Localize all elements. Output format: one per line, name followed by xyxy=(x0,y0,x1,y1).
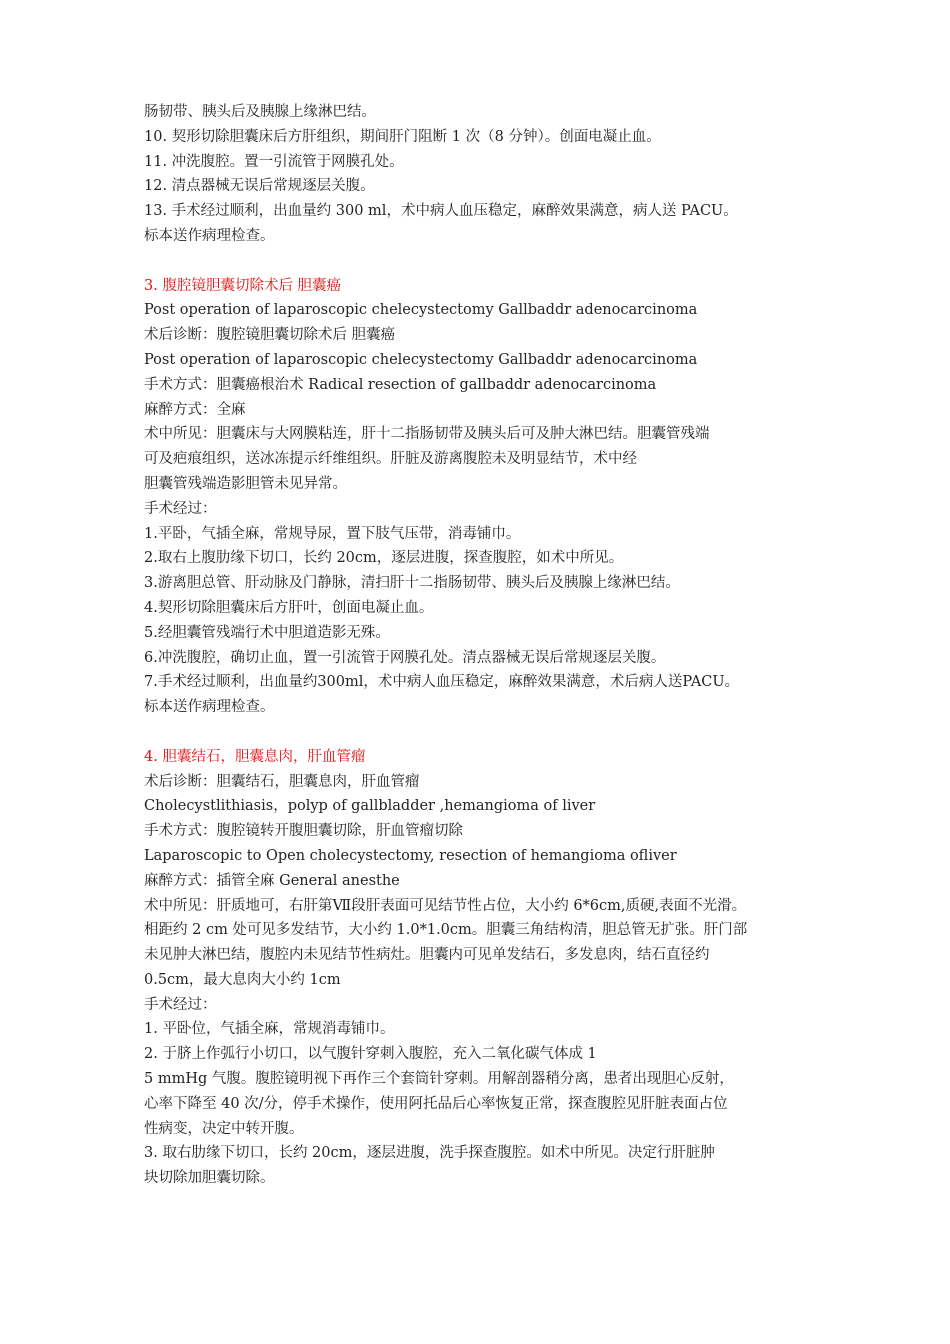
text-line: 手术经过： xyxy=(144,996,217,1013)
text-line: 块切除加胆囊切除。 xyxy=(144,1170,275,1187)
text-line: 术中所见：肝质地可，右肝第Ⅶ段肝表面可见结节性占位，大小约 6*6cm,质硬,表面不光滑。 xyxy=(144,897,747,914)
text-line: 1.平卧，气插全麻，常规导尿，置下肢气压带，消毒铺巾。 xyxy=(144,525,521,542)
text-line: 性病变，决定中转开腹。 xyxy=(144,1120,304,1137)
section-heading: 4. 胆囊结石，胆囊息肉，肝血管瘤 xyxy=(144,748,366,765)
text-line: Cholecystlithiasis，polyp of gallbladder ,hemangioma of liver xyxy=(144,798,596,815)
text-line: 可及疤痕组织，送冰冻提示纤维组织。肝脏及游离腹腔未及明显结节，术中经 xyxy=(144,451,637,468)
text-line: 心率下降至 40 次/分，停手术操作，使用阿托品后心率恢复正常，探查腹腔见肝脏表面占位 xyxy=(144,1095,728,1112)
text-line: 3.游离胆总管、肝动脉及门静脉，清扫肝十二指肠韧带、胰头后及胰腺上缘淋巴结。 xyxy=(144,575,680,592)
text-line: 相距约 2 cm 处可见多发结节，大小约 1.0*1.0cm。胆囊三角结构清，胆总管无扩张。肝门部 xyxy=(144,922,748,939)
text-line: Post operation of laparoscopic chelecystectomy Gallbaddr adenocarcinoma xyxy=(144,302,698,319)
text-line: 1. 平卧位，气插全麻，常规消毒铺巾。 xyxy=(144,1021,395,1038)
text-line: 5 mmHg 气腹。腹腔镜明视下再作三个套筒针穿刺。用解剖器稍分离，患者出现胆心反射， xyxy=(144,1071,734,1088)
text-line: 0.5cm，最大息肉大小约 1cm xyxy=(144,971,341,988)
document-page xyxy=(144,100,824,1191)
text-line: 标本送作病理检查。 xyxy=(144,227,275,244)
text-line: Laparoscopic to Open cholecystectomy, resection of hemangioma ofliver xyxy=(144,847,677,864)
text-line: 12. 清点器械无误后常规逐层关腹。 xyxy=(144,178,375,195)
text-line: 2. 于脐上作弧行小切口，以气腹针穿刺入腹腔，充入二氧化碳气体成 1 xyxy=(144,1046,597,1063)
text-line: 3. 取右肋缘下切口，长约 20cm，逐层进腹，洗手探查腹腔。如术中所见。决定行肝脏肿 xyxy=(144,1145,715,1162)
text-line: 手术经过： xyxy=(144,500,217,517)
text-line: 2.取右上腹肋缘下切口，长约 20cm，逐层进腹，探查腹腔，如术中所见。 xyxy=(144,550,624,567)
paragraph-spacer xyxy=(144,720,824,745)
text-line: 7.手术经过顺利，出血量约300ml，术中病人血压稳定，麻醉效果满意，术后病人送PACU。 xyxy=(144,674,740,691)
text-line: 5.经胆囊管残端行术中胆道造影无殊。 xyxy=(144,624,390,641)
text-line: Post operation of laparoscopic chelecystectomy Gallbaddr adenocarcinoma xyxy=(144,351,698,368)
text-line: 麻醉方式：插管全麻 General anesthe xyxy=(144,872,400,889)
text-line: 13. 手术经过顺利，出血量约 300 ml，术中病人血压稳定，麻醉效果满意，病人送 PACU。 xyxy=(144,203,738,220)
section-heading: 3. 腹腔镜胆囊切除术后 胆囊癌 xyxy=(144,277,342,294)
text-line: 10. 契形切除胆囊床后方肝组织，期间肝门阻断 1 次（8 分钟）。创面电凝止血。 xyxy=(144,128,661,145)
text-line: 胆囊管残端造影胆管未见异常。 xyxy=(144,475,347,492)
text-line: 麻醉方式：全麻 xyxy=(144,401,246,418)
text-line: 术后诊断：腹腔镜胆囊切除术后 胆囊癌 xyxy=(144,327,396,344)
text-line: 标本送作病理检查。 xyxy=(144,699,275,716)
text-line: 4.契形切除胆囊床后方肝叶，创面电凝止血。 xyxy=(144,599,434,616)
text-line: 未见肿大淋巴结，腹腔内未见结节性病灶。胆囊内可见单发结石，多发息肉，结石直径约 xyxy=(144,947,710,964)
text-line: 6.冲洗腹腔，确切止血，置一引流管于网膜孔处。清点器械无误后常规逐层关腹。 xyxy=(144,649,666,666)
text-line: 术中所见：胆囊床与大网膜粘连，肝十二指肠韧带及胰头后可及肿大淋巴结。胆囊管残端 xyxy=(144,426,710,443)
text-line: 术后诊断：胆囊结石，胆囊息肉，肝血管瘤 xyxy=(144,773,420,790)
text-line: 肠韧带、胰头后及胰腺上缘淋巴结。 xyxy=(144,104,376,120)
text-line: 手术方式：胆囊癌根治术 Radical resection of gallbaddr adenocarcinoma xyxy=(144,376,657,393)
text-line: 11. 冲洗腹腔。置一引流管于网膜孔处。 xyxy=(144,153,404,170)
text-line: 手术方式：腹腔镜转开腹胆囊切除，肝血管瘤切除 xyxy=(144,823,463,840)
paragraph-spacer xyxy=(144,249,824,274)
